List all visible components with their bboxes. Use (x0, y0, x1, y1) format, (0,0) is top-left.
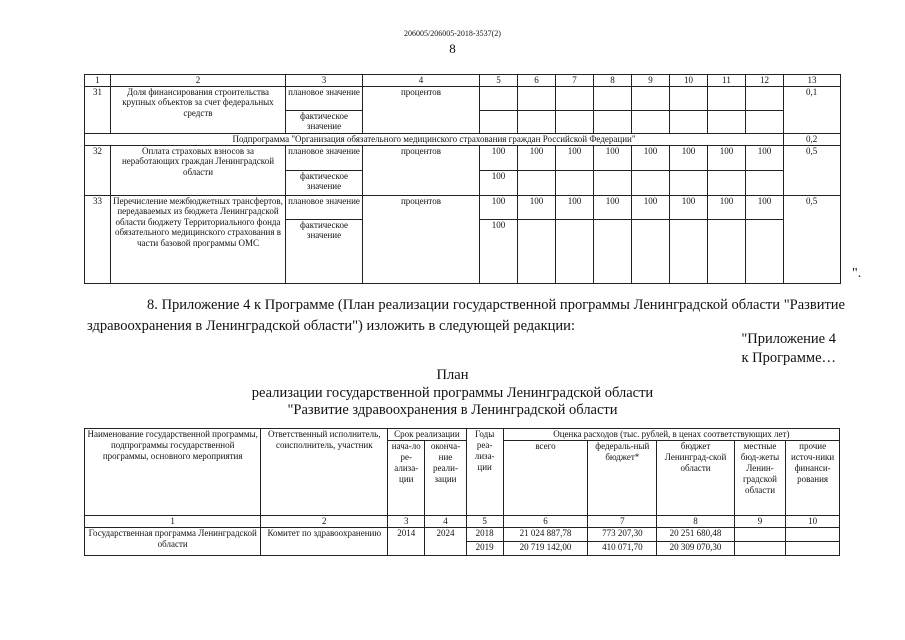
header-term: Срок реализации (388, 429, 466, 441)
indicator-name: Перечисление межбюджетных трансфертов, передаваемых из бюджета Ленинградской области бюджету Территориального фонда обязательного медицинского страхования в части базовой программы ОМС (111, 195, 286, 283)
header-row (85, 429, 840, 441)
plan-value: 100 (556, 145, 594, 170)
plan-value: 100 (594, 145, 632, 170)
col-number: 10 (670, 75, 708, 87)
col-number: 3 (388, 516, 425, 528)
plan-label: плановое значение (286, 86, 363, 110)
plan-subtitle: реализации государственной программы Ленинградской области (251, 385, 654, 401)
indicator-name: Оплата страховых взносов за неработающих граждан Ленинградской области (111, 145, 286, 195)
unit: процентов (363, 145, 480, 195)
plan-label: плановое значение (286, 145, 363, 170)
table-row (85, 86, 841, 110)
unit: процентов (363, 195, 480, 283)
col-number: 1 (85, 75, 111, 87)
header-total: всего (503, 441, 588, 516)
header-name: Наименование государственной программы, подпрограммы государственной программы, основного мероприятия (85, 429, 261, 516)
plan-label: плановое значение (286, 195, 363, 219)
col-number: 8 (594, 75, 632, 87)
subprogram-label: Подпрограмма "Организация обязательного медицинского страхования граждан Российской Федерации" (85, 133, 784, 145)
program-end: 2024 (425, 528, 466, 556)
weight-value: 0,1 (784, 86, 841, 133)
document-id: 206005/206005-2018-3537(2) (404, 29, 501, 38)
col-number: 2 (261, 516, 388, 528)
plan-value: 100 (632, 195, 670, 219)
col-number: 5 (466, 516, 503, 528)
total-value: 20 719 142,00 (503, 542, 588, 556)
indicators-table (84, 74, 841, 284)
col-number: 10 (786, 516, 840, 528)
plan-value: 100 (480, 195, 518, 219)
weight-value: 0,5 (784, 145, 841, 195)
col-number: 6 (518, 75, 556, 87)
col-number: 13 (784, 75, 841, 87)
table-row (85, 145, 841, 170)
col-number: 5 (480, 75, 518, 87)
plan-value: 100 (518, 145, 556, 170)
col-number: 7 (556, 75, 594, 87)
header-other: прочие источ-ники финанси-рования (786, 441, 840, 516)
header-years: Годы реа-лиза-ции (466, 429, 503, 516)
fact-label: фактическое значение (286, 170, 363, 195)
federal-value: 410 071,70 (588, 542, 657, 556)
plan-title: План (436, 367, 469, 383)
fact-value: 100 (480, 170, 518, 195)
col-number: 6 (503, 516, 588, 528)
table-row (85, 195, 841, 219)
year: 2018 (466, 528, 503, 542)
col-number: 9 (632, 75, 670, 87)
col-number: 3 (286, 75, 363, 87)
appendix-line: "Приложение 4 (741, 331, 836, 347)
plan-value: 100 (670, 195, 708, 219)
regional-value: 20 251 680,48 (657, 528, 734, 542)
unit: процентов (363, 86, 480, 133)
plan-value: 100 (708, 145, 746, 170)
page-number: 8 (449, 41, 456, 56)
col-number: 1 (85, 516, 261, 528)
col-number: 8 (657, 516, 734, 528)
col-number: 11 (708, 75, 746, 87)
header-estimate: Оценка расходов (тыс. рублей, в ценах соответствующих лет) (503, 429, 839, 441)
year: 2019 (466, 542, 503, 556)
column-numbers-row (85, 516, 840, 528)
plan-value: 100 (670, 145, 708, 170)
appendix-reference (700, 330, 836, 367)
program-name: Государственная программа Ленинградской области (85, 528, 261, 556)
row-number: 31 (85, 86, 111, 133)
plan-value: 100 (556, 195, 594, 219)
header-local: местные бюд-жеты Ленин-градской области (734, 441, 786, 516)
weight-value: 0,5 (784, 195, 841, 283)
federal-value: 773 207,30 (588, 528, 657, 542)
col-number: 7 (588, 516, 657, 528)
plan-value: 100 (632, 145, 670, 170)
plan-value: 100 (746, 195, 784, 219)
program-start: 2014 (388, 528, 425, 556)
plan-table (84, 428, 840, 556)
plan-value: 100 (480, 145, 518, 170)
plan-value: 100 (518, 195, 556, 219)
header-start: нача-ло ре-ализа-ции (388, 441, 425, 516)
plan-value: 100 (708, 195, 746, 219)
header-responsible: Ответственный исполнитель, соисполнитель, участник (261, 429, 388, 516)
header-federal: федераль-ный бюджет* (588, 441, 657, 516)
regional-value: 20 309 070,30 (657, 542, 734, 556)
col-number: 9 (734, 516, 786, 528)
indicator-name: Доля финансирования строительства крупных объектов за счет федеральных средств (111, 86, 286, 133)
fact-value: 100 (480, 219, 518, 283)
fact-label: фактическое значение (286, 219, 363, 283)
plan-subtitle: "Развитие здравоохранения в Ленинградской области (287, 402, 618, 418)
col-number: 12 (746, 75, 784, 87)
appendix-line: к Программе… (741, 349, 836, 366)
program-responsible: Комитет по здравоохранению (261, 528, 388, 556)
subprogram-row (85, 133, 841, 145)
total-value: 21 024 887,78 (503, 528, 588, 542)
plan-value: 100 (594, 195, 632, 219)
closing-quote: ". (852, 266, 862, 281)
table-row (85, 528, 840, 542)
col-number: 2 (111, 75, 286, 87)
header-regional: бюджет Ленинград-ской области (657, 441, 734, 516)
col-number: 4 (425, 516, 466, 528)
plan-value: 100 (746, 145, 784, 170)
weight-value: 0,2 (784, 133, 841, 145)
row-number: 32 (85, 145, 111, 195)
fact-label: фактическое значение (286, 110, 363, 133)
row-number: 33 (85, 195, 111, 283)
header-end: оконча-ние реали-зации (425, 441, 466, 516)
col-number: 4 (363, 75, 480, 87)
paragraph-8: 8. Приложение 4 к Программе (План реализации государственной программы Ленинградской области "Развитие здравоохранения в Ленинградской области") изложить в следующей редакции: (87, 297, 845, 334)
column-numbers-row (85, 75, 841, 87)
